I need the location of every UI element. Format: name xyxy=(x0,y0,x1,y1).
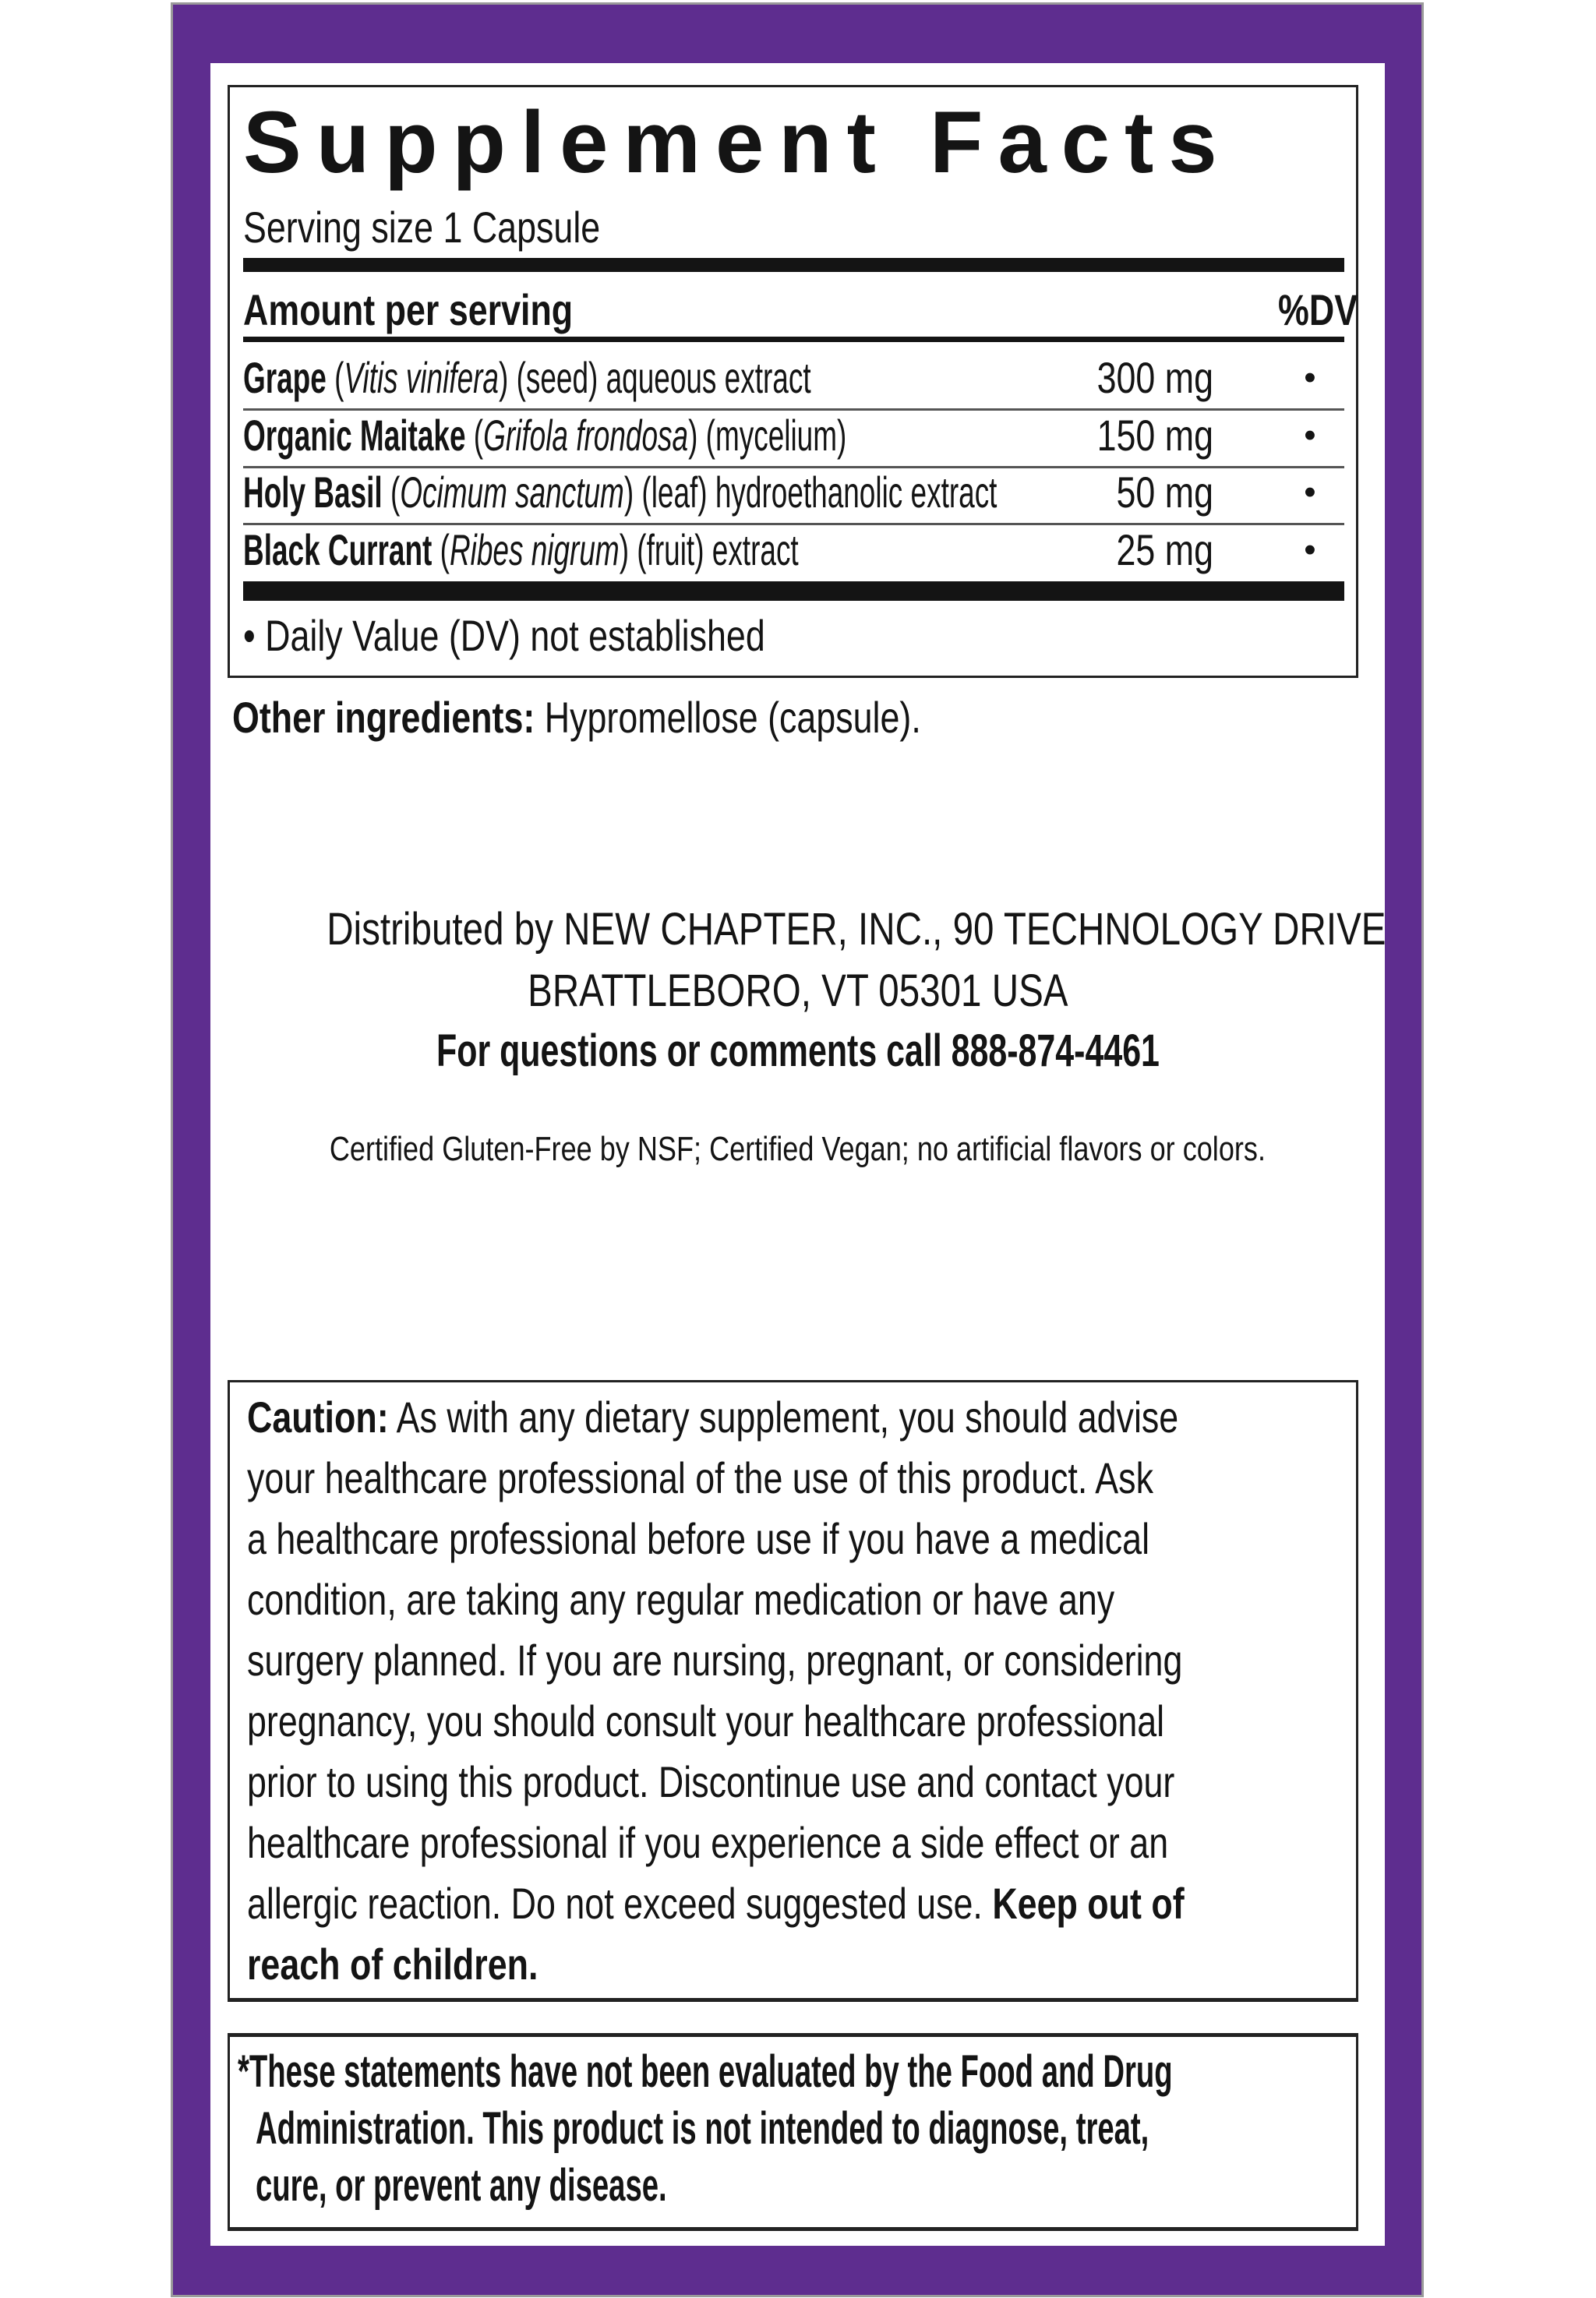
caution-line xyxy=(247,1757,1174,1807)
ingredient-name xyxy=(243,411,846,461)
caution-line xyxy=(247,1696,1164,1746)
distributor-address: Distributed by NEW CHAPTER, INC., 90 TECHNOLOGY DRIVE xyxy=(327,904,1386,955)
keep-out-warning: Keep out of xyxy=(992,1879,1185,1928)
caution-line xyxy=(247,1575,1114,1625)
keep-out-warning-end: reach of children. xyxy=(247,1940,538,1989)
other-ingredients-value: Hypromellose (capsule). xyxy=(535,693,921,742)
ingredient-detail: ) (seed) aqueous extract xyxy=(498,353,811,402)
ingredient-name xyxy=(243,353,811,403)
caution-line xyxy=(247,1453,1153,1503)
caution-line xyxy=(247,1636,1182,1686)
ingredient-amount: 25 mg xyxy=(1116,525,1213,574)
other-ingredients-label: Other ingredients: xyxy=(232,693,535,742)
fda-disclaimer-line: *These statements have not been evaluated by the Food and Drug xyxy=(238,2046,1173,2097)
ingredient-detail: ) (leaf) hydroethanolic extract xyxy=(623,468,998,517)
caution-text: allergic reaction. Do not exceed suggested use. xyxy=(247,1879,993,1928)
paren-open: ( xyxy=(326,353,344,402)
ingredient-name xyxy=(243,525,799,575)
caution-line xyxy=(247,1393,1178,1442)
ingredient-common-name: Holy Basil xyxy=(243,468,383,517)
paren-open: ( xyxy=(465,411,484,460)
contact-line xyxy=(210,1024,1385,1078)
ingredient-latin-name: Ocimum sanctum xyxy=(400,468,624,517)
certifications-text: Certified Gluten-Free by NSF; Certified Vegan; no artificial flavors or colors. xyxy=(329,1130,1266,1168)
dv-footnote: • Daily Value (DV) not established xyxy=(243,611,765,660)
distributor-line-2 xyxy=(210,964,1385,1018)
caution-text: As with any dietary supplement, you should advise xyxy=(388,1393,1179,1442)
distributor-city: BRATTLEBORO, VT 05301 USA xyxy=(527,965,1068,1016)
caution-text: prior to using this product. Discontinue use and contact your xyxy=(247,1757,1175,1806)
ingredient-name xyxy=(243,468,997,517)
ingredient-amount: 300 mg xyxy=(1096,353,1213,402)
amount-per-serving-header: Amount per serving xyxy=(243,285,574,334)
fda-disclaimer-line: Administration. This product is not intended to diagnose, treat, xyxy=(256,2103,1149,2154)
ingredient-dv: • xyxy=(1304,531,1316,569)
serving-size: Serving size 1 Capsule xyxy=(243,203,601,252)
header-divider xyxy=(243,337,1344,342)
ingredient-detail: ) (mycelium) xyxy=(688,411,847,460)
caution-line xyxy=(247,1514,1149,1564)
caution-line xyxy=(247,1940,538,1989)
distributor-line-1 xyxy=(210,902,1385,957)
ingredient-latin-name: Ribes nigrum xyxy=(449,525,620,574)
caution-text: surgery planned. If you are nursing, pregnant, or considering xyxy=(247,1636,1183,1685)
caution-text: pregnancy, you should consult your healthcare professional xyxy=(247,1696,1165,1746)
caution-text: healthcare professional if you experience a side effect or an xyxy=(247,1818,1169,1867)
caution-text: a healthcare professional before use if you have a medical xyxy=(247,1514,1150,1563)
ingredient-common-name: Organic Maitake xyxy=(243,411,466,460)
caution-text: your healthcare professional of the use of this product. Ask xyxy=(247,1453,1153,1502)
ingredient-detail: ) (fruit) extract xyxy=(619,525,799,574)
paren-open: ( xyxy=(382,468,401,517)
ingredient-amount: 50 mg xyxy=(1116,468,1213,517)
paren-open: ( xyxy=(432,525,450,574)
ingredient-dv: • xyxy=(1304,416,1316,454)
certifications xyxy=(210,1130,1385,1169)
caution-label: Caution: xyxy=(247,1393,389,1442)
caution-line xyxy=(247,1879,1185,1929)
ingredient-amount: 150 mg xyxy=(1096,411,1213,460)
thick-divider-bottom xyxy=(243,581,1344,601)
dv-header: %DV xyxy=(1278,285,1358,334)
ingredient-latin-name: Grifola frondosa xyxy=(483,411,689,460)
ingredient-common-name: Black Currant xyxy=(243,525,433,574)
caution-line xyxy=(247,1818,1168,1868)
thick-divider xyxy=(243,258,1344,272)
fda-disclaimer-line: cure, or prevent any disease. xyxy=(256,2160,667,2211)
ingredient-dv: • xyxy=(1304,358,1316,397)
facts-title: Supplement Facts xyxy=(243,94,1232,191)
ingredient-dv: • xyxy=(1304,473,1316,511)
ingredient-latin-name: Vitis vinifera xyxy=(344,353,499,402)
caution-text: condition, are taking any regular medication or have any xyxy=(247,1575,1115,1624)
ingredient-common-name: Grape xyxy=(243,353,327,402)
contact-phone: For questions or comments call 888-874-4461 xyxy=(436,1025,1160,1076)
other-ingredients xyxy=(232,693,921,743)
